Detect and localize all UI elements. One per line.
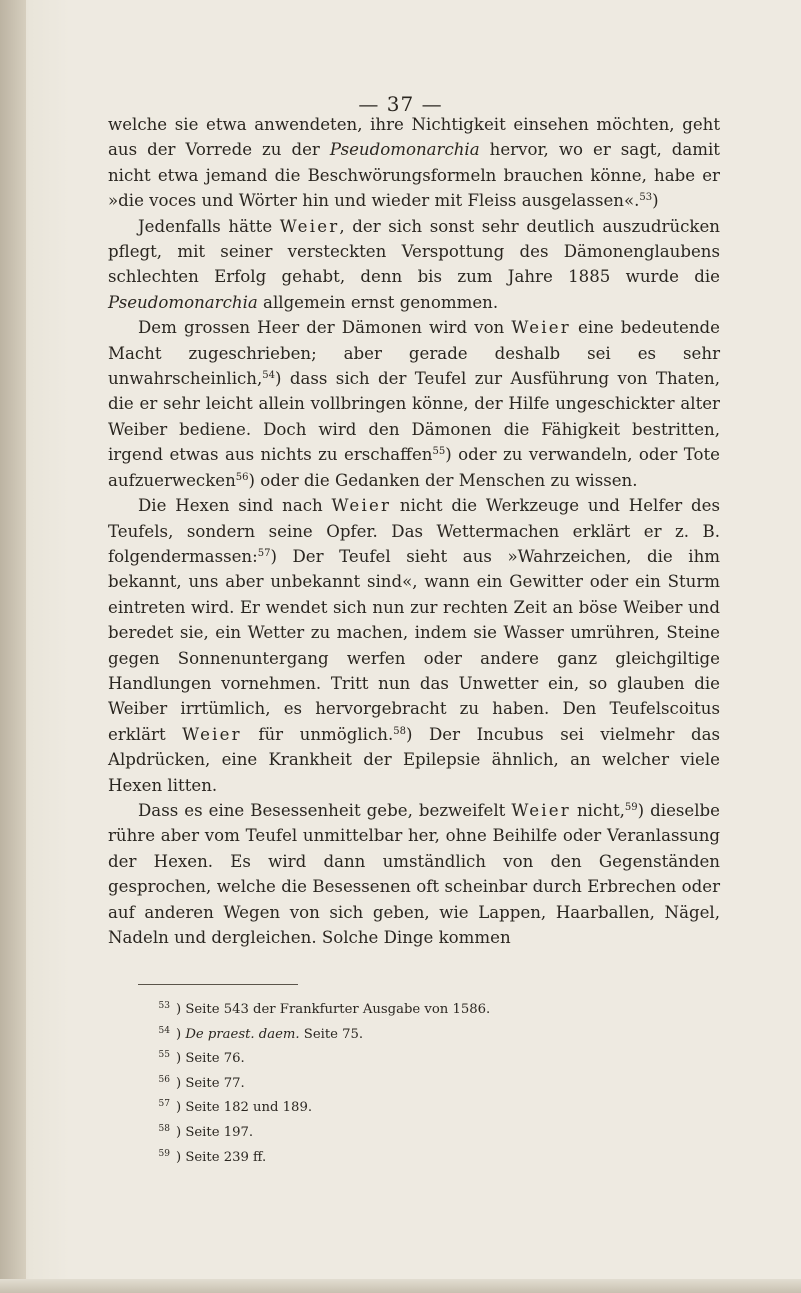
text-run: ) Der Teufel sieht aus »Wahrzeichen, die ihm bekannt, uns aber unbekannt sind«, wann ein Gewitter oder ein Sturm eintreten wird. Er wendet sich nun zur rechten Zeit an böse Weiber und beredet sie, ein Wetter zu machen, indem sie Wasser umrühren, Steine gegen Sonnenuntergang werfen oder andere ganz gleichgiltige Handlungen vornehmen. Tritt nun das Unwetter ein, so glauben die Weiber irrtümlich, es hervorgebracht zu haben. Den Teufelscoitus erklärt [108,546,720,744]
text-run: ) Seite 197. [176,1124,254,1140]
book-spine-shadow [0,0,26,1293]
paragraph [108,315,720,493]
text-run: ) [176,1026,186,1042]
footnote [156,1119,676,1144]
spaced-name: Weier [331,496,392,516]
text-run: allgemein ernst genommen. [257,292,499,312]
paragraph [108,493,720,798]
footnote [156,1021,676,1046]
italic-title: De praest. daem. [185,1026,300,1042]
text-run: ) Der Incubus sei vielmehr das Alpdrücken, eine Krankheit der Epilepsie ähnlich, an welcher viele Hexen litten. [108,724,720,795]
footnote [156,996,676,1021]
footnote-number: 53 [158,1001,170,1011]
text-run: eine bedeutende Macht zugeschrieben; aber gerade deshalb sei es sehr unwahrscheinlich, [108,318,720,389]
text-run: hervor, wo er sagt, damit nicht etwa jemand die Beschwörungsformeln brauchen könne, habe er »die voces und Wörter hin und wieder mit Fleiss ausgelassen«. [108,140,720,211]
spaced-name: Weier [182,724,242,744]
footnote-marker: 55 [432,446,446,458]
footnote-marker: 56 [235,471,249,483]
text-run: ) Seite 239 ff. [176,1149,267,1165]
text-run: ) oder die Gedanken der Menschen zu wissen. [248,470,638,490]
text-run: Dem grossen Heer der Dämonen wird von [138,318,512,338]
paragraph [108,214,720,316]
footnote [156,1045,676,1070]
footnote-marker: 54 [262,370,276,382]
text-run: ) dass sich der Teufel zur Ausführung von Thaten, die er sehr leicht allein vollbringen könne, der Hilfe ungeschickter alter Weiber bediene. Doch wird den Dämonen die Fähigkeit bestritten, irgend etwas aus nichts zu erschaffen [108,369,720,465]
text-run: ) [652,191,659,211]
spaced-name: Weier [511,800,571,820]
footnote-number: 56 [158,1074,170,1085]
text-run: welche sie etwa anwendeten, ihre Nichtigkeit einsehen möchten, geht aus der Vorrede zu der [108,115,720,160]
footnote-rule [138,984,298,985]
text-run: ) Seite 543 der Frankfurter Ausgabe von 1586. [176,1002,491,1017]
text-run: ) dieselbe rühre aber vom Teufel unmittelbar her, ohne Beihilfe oder Veranlassung der Hexen. Es wird dann umständlich von den Gegenständen gesprochen, welche die Besessenen oft scheinbar durch Erbrechen oder auf anderen Wegen von sich geben, wie Lappen, Haarballen, Nägel, Nadeln und dergleichen. Solche Dinge kommen [108,800,720,947]
text-run: ) Seite 76. [176,1051,245,1067]
footnote [156,1144,676,1169]
text-run: Dass es eine Besessenheit gebe, bezweifelt [138,800,512,820]
footnote-marker: 58 [393,725,406,737]
text-run: Die Hexen sind nach [138,496,332,516]
footnote-number: 58 [158,1123,170,1134]
page-bottom-edge [0,1279,801,1293]
footnote-number: 54 [158,1025,170,1036]
text-run: Seite 75. [299,1026,364,1042]
spaced-name: Weier [279,216,340,236]
footnote-number: 59 [158,1148,170,1159]
page-number-header: — 37 — [358,92,443,116]
text-run: nicht die Werkzeuge und Helfer des Teufels, sondern seine Opfer. Das Wettermachen erklärt er z. B. folgendermassen: [108,496,720,566]
text-run: nicht, [570,800,625,820]
text-run: ) oder zu verwandeln, oder Tote aufzuerwecken [108,445,720,490]
body-text [108,112,720,950]
paragraph [108,112,720,214]
text-run: für unmöglich. [241,724,394,744]
footnote [156,1094,676,1119]
footnote [156,1070,676,1095]
text-run: Jedenfalls hätte [138,216,280,236]
text-run: ) Seite 77. [176,1075,245,1091]
footnote-marker: 53 [639,192,653,204]
italic-title: Pseudomonarchia [329,140,480,160]
footnotes [156,996,676,1168]
text-run: , der sich sonst sehr deutlich auszudrücken pflegt, mit seiner versteckten Verspottung des Dämonenglaubens schlechten Erfolg gehabt, denn bis zum Jahre 1885 wurde die [108,216,720,287]
italic-title: Pseudomonarchia [108,292,258,312]
paragraph [108,798,720,950]
footnote-number: 55 [158,1050,170,1061]
text-run: ) Seite 182 und 189. [176,1100,313,1116]
footnote-marker: 59 [624,801,638,813]
footnote-marker: 57 [257,547,271,559]
footnote-number: 57 [158,1099,170,1110]
spaced-name: Weier [511,318,571,338]
